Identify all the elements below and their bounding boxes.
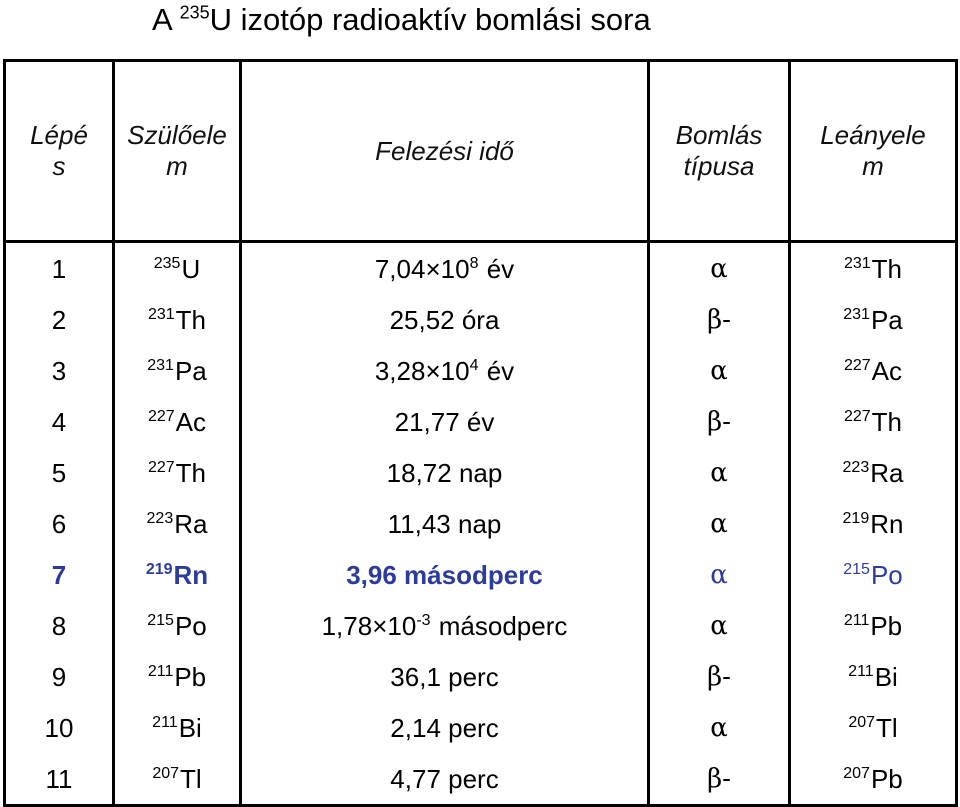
step-cell: 11 [5, 753, 114, 806]
parent-cell: $^{223}$Ra [114, 498, 241, 549]
halflife-cell: 2,14 perc [241, 702, 649, 753]
title-text: U izotóp radioaktív bomlási sora [209, 2, 651, 37]
decay-type-cell: α [649, 447, 790, 498]
header-row [5, 61, 957, 242]
daughter-cell: $^{231}$Th [790, 242, 957, 295]
header-parent: Szülőele m [114, 61, 241, 242]
table-row [5, 345, 957, 396]
decay-type-cell: β- [649, 396, 790, 447]
parent-cell: $^{235}$U [114, 242, 241, 295]
table-row [5, 396, 957, 447]
parent-cell: $^{227}$Ac [114, 396, 241, 447]
halflife-cell: $7,04\times 10^8$ év [241, 242, 649, 295]
table-row [5, 600, 957, 651]
step-cell: 8 [5, 600, 114, 651]
daughter-cell: $^{227}$Ac [790, 345, 957, 396]
halflife-cell: 11,43 nap [241, 498, 649, 549]
parent-cell: $^{219}$Rn [114, 549, 241, 600]
table-row [5, 242, 957, 295]
decay-type-cell: α [649, 600, 790, 651]
table-row [5, 447, 957, 498]
header-daughter: Leányele m [790, 61, 957, 242]
daughter-cell: $^{211}$Pb [790, 600, 957, 651]
step-cell: 9 [5, 651, 114, 702]
halflife-cell: $1,78\times 10^{-3}$ másodperc [241, 600, 649, 651]
step-cell: 1 [5, 242, 114, 295]
title-mass-number: 235 [179, 2, 210, 23]
step-cell: 6 [5, 498, 114, 549]
decay-type-cell: β- [649, 294, 790, 345]
parent-cell: $^{207}$Tl [114, 753, 241, 806]
step-cell: 7 [5, 549, 114, 600]
decay-chain-table [3, 59, 958, 807]
header-halflife: Felezési idő [241, 61, 649, 242]
decay-type-cell: α [649, 702, 790, 753]
halflife-cell: 25,52 óra [241, 294, 649, 345]
halflife-cell: 36,1 perc [241, 651, 649, 702]
parent-cell: $^{231}$Th [114, 294, 241, 345]
daughter-cell: $^{211}$Bi [790, 651, 957, 702]
header-step: Lépé s [5, 61, 114, 242]
step-cell: 2 [5, 294, 114, 345]
halflife-cell: 21,77 év [241, 396, 649, 447]
table-row [5, 753, 957, 806]
halflife-cell: 4,77 perc [241, 753, 649, 806]
parent-cell: $^{231}$Pa [114, 345, 241, 396]
decay-type-cell: α [649, 242, 790, 295]
daughter-cell: $^{215}$Po [790, 549, 957, 600]
table-row [5, 651, 957, 702]
daughter-cell: $^{219}$Rn [790, 498, 957, 549]
header-decay-type: Bomlás típusa [649, 61, 790, 242]
table-row [5, 294, 957, 345]
decay-type-cell: β- [649, 753, 790, 806]
daughter-cell: $^{227}$Th [790, 396, 957, 447]
table-row [5, 702, 957, 753]
page-title [152, 2, 651, 38]
parent-cell: $^{215}$Po [114, 600, 241, 651]
decay-type-cell: β- [649, 651, 790, 702]
step-cell: 4 [5, 396, 114, 447]
daughter-cell: $^{207}$Tl [790, 702, 957, 753]
daughter-cell: $^{207}$Pb [790, 753, 957, 806]
step-cell: 10 [5, 702, 114, 753]
step-cell: 5 [5, 447, 114, 498]
daughter-cell: $^{223}$Ra [790, 447, 957, 498]
decay-type-cell: α [649, 498, 790, 549]
step-cell: 3 [5, 345, 114, 396]
decay-type-cell: α [649, 345, 790, 396]
halflife-cell: $3,28\times 10^4$ év [241, 345, 649, 396]
halflife-cell: 3,96 másodperc [241, 549, 649, 600]
parent-cell: $^{211}$Bi [114, 702, 241, 753]
table-row [5, 549, 957, 600]
daughter-cell: $^{231}$Pa [790, 294, 957, 345]
halflife-cell: 18,72 nap [241, 447, 649, 498]
decay-type-cell: α [649, 549, 790, 600]
table-row [5, 498, 957, 549]
parent-cell: $^{227}$Th [114, 447, 241, 498]
parent-cell: $^{211}$Pb [114, 651, 241, 702]
title-prefix: A [152, 2, 180, 37]
